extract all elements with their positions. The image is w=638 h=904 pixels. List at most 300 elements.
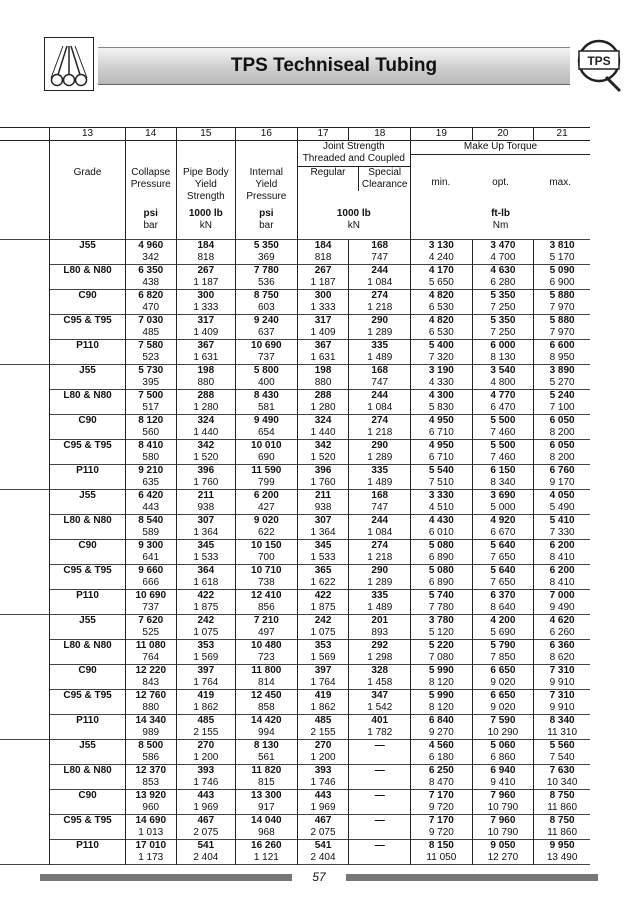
value-imperial: 292 — [371, 640, 389, 651]
value-imperial: 6 600 — [549, 340, 575, 351]
value-imperial: 10 150 — [251, 540, 282, 551]
value-metric: 880 — [142, 702, 160, 713]
value-metric: 10 290 — [487, 727, 519, 738]
table-row — [0, 465, 590, 478]
table-row — [0, 290, 590, 303]
value-imperial: 9 210 — [138, 465, 164, 476]
size-group-cell — [0, 615, 50, 640]
size-group-cell — [0, 765, 50, 790]
value-imperial: 6 250 — [428, 765, 454, 776]
value-metric: 9 910 — [549, 677, 575, 688]
size-group-cell — [0, 690, 50, 715]
value-imperial: 5 400 — [428, 340, 454, 351]
grade-cell: P110 — [76, 340, 99, 351]
value-imperial: 12 220 — [135, 665, 167, 676]
grade-cell: P110 — [76, 590, 99, 601]
value-imperial: 5 790 — [490, 640, 516, 651]
value-metric: 1 489 — [367, 602, 393, 613]
size-group-cell — [0, 740, 50, 765]
value-imperial: 10 710 — [251, 565, 282, 576]
grade-cell: L80 & N80 — [63, 640, 112, 651]
value-imperial: 9 050 — [490, 840, 516, 851]
column-number: 19 — [435, 128, 447, 139]
value-metric: 1 218 — [367, 552, 393, 563]
value-imperial: 211 — [314, 490, 332, 501]
value-metric: 2 404 — [193, 852, 219, 863]
table-row — [0, 415, 590, 428]
value-metric: 5 170 — [549, 252, 575, 263]
value-imperial: 5 880 — [549, 290, 575, 301]
value-imperial: 11 820 — [251, 765, 282, 776]
size-group-cell — [0, 465, 50, 490]
tubing-spec-table — [0, 127, 590, 865]
value-metric: 369 — [257, 252, 275, 263]
value-metric: 622 — [257, 527, 275, 538]
value-metric: 497 — [257, 627, 275, 638]
value-metric: 438 — [142, 277, 160, 288]
value-imperial: 8 430 — [253, 390, 279, 401]
value-imperial: 6 420 — [138, 490, 164, 501]
value-metric: 1 764 — [193, 677, 219, 688]
value-imperial: 4 200 — [490, 615, 516, 626]
column-number: 13 — [81, 128, 94, 139]
unit-19-21: ft-lb — [491, 208, 510, 219]
joint-strength-header: Threaded and Coupled — [302, 153, 405, 164]
value-imperial: 3 780 — [428, 615, 454, 626]
table-row — [0, 440, 590, 453]
value-metric: 581 — [257, 402, 275, 413]
value-imperial: 5 350 — [253, 240, 279, 251]
value-imperial: 5 410 — [549, 515, 575, 526]
value-imperial: 184 — [197, 240, 215, 251]
value-imperial: 345 — [314, 540, 332, 551]
size-group-cell — [0, 540, 50, 565]
value-metric: 7 330 — [549, 527, 575, 538]
document-title: TPS Techniseal Tubing — [98, 47, 570, 85]
value-metric: 11 310 — [547, 727, 578, 738]
pipe-body-header: Strength — [186, 191, 225, 202]
value-metric: 814 — [257, 677, 275, 688]
value-metric: 5 270 — [549, 377, 575, 388]
value-metric: 994 — [257, 727, 275, 738]
value-metric: 5 000 — [490, 502, 516, 513]
value-metric: 8 410 — [549, 577, 575, 588]
value-metric: 635 — [142, 477, 160, 488]
value-metric: 858 — [257, 702, 275, 713]
size-group-cell — [0, 265, 50, 290]
value-imperial: 211 — [197, 490, 214, 501]
value-imperial: 367 — [197, 340, 215, 351]
value-imperial: 364 — [197, 565, 215, 576]
value-imperial: 7 960 — [490, 815, 516, 826]
value-imperial: 12 370 — [135, 765, 167, 776]
value-imperial: 307 — [314, 515, 332, 526]
value-imperial: 422 — [197, 590, 215, 601]
value-imperial: 5 350 — [490, 315, 516, 326]
collapse-header: Collapse — [131, 167, 171, 178]
value-imperial: 168 — [371, 365, 389, 376]
value-imperial: 300 — [314, 290, 332, 301]
value-imperial: 13 920 — [135, 790, 167, 801]
value-metric: 7 100 — [549, 402, 575, 413]
value-imperial: 9 240 — [253, 315, 279, 326]
page-number: 57 — [312, 870, 326, 884]
value-imperial: 5 500 — [490, 415, 516, 426]
value-metric: 641 — [142, 552, 160, 563]
value-imperial: 335 — [371, 340, 389, 351]
value-imperial: 274 — [371, 290, 389, 301]
table-row — [0, 640, 590, 653]
value-imperial: 11 590 — [251, 465, 282, 476]
value-metric: 818 — [197, 252, 215, 263]
value-imperial: 267 — [314, 265, 332, 276]
value-metric: 856 — [257, 602, 275, 613]
value-imperial: 8 120 — [138, 415, 164, 426]
value-metric: 2 155 — [193, 727, 219, 738]
grade-cell: C90 — [78, 290, 97, 301]
value-imperial: — — [374, 790, 385, 801]
value-metric: 4 700 — [490, 252, 516, 263]
value-metric: 9 720 — [428, 827, 454, 838]
column-number-cell — [472, 128, 534, 141]
column-number: 16 — [260, 128, 272, 139]
value-metric: 968 — [257, 827, 275, 838]
value-imperial: 324 — [314, 415, 332, 426]
special-clearance-header: Special — [368, 167, 402, 178]
value-metric: 525 — [142, 627, 160, 638]
size-group-cell — [0, 515, 50, 540]
value-imperial: 4 620 — [549, 615, 575, 626]
value-imperial: 6 650 — [490, 690, 516, 701]
value-imperial: 353 — [314, 640, 332, 651]
value-metric: 586 — [142, 752, 160, 763]
value-metric: 1 489 — [367, 477, 393, 488]
size-group-cell — [0, 340, 50, 365]
value-imperial: 5 350 — [490, 290, 516, 301]
value-imperial: 4 950 — [428, 440, 454, 451]
footer-rule-left — [40, 874, 292, 881]
min-header: min. — [431, 177, 451, 188]
units-row — [0, 205, 590, 240]
value-metric: 666 — [142, 577, 160, 588]
size-group-cell — [0, 790, 50, 815]
grade-cell: J55 — [79, 240, 96, 251]
value-metric: 637 — [257, 327, 275, 338]
value-metric: 7 650 — [490, 552, 516, 563]
size-group-cell — [0, 665, 50, 690]
value-imperial: 14 040 — [251, 815, 282, 826]
value-imperial: 6 940 — [490, 765, 516, 776]
value-metric: 12 270 — [487, 852, 519, 863]
size-group-cell — [0, 365, 50, 390]
value-metric: 11 050 — [426, 852, 457, 863]
value-imperial: 8 750 — [549, 790, 575, 801]
value-imperial: 7 030 — [138, 315, 164, 326]
page-header — [44, 37, 622, 93]
value-metric: 1 542 — [367, 702, 393, 713]
value-metric: 8 200 — [549, 452, 575, 463]
value-metric: 1 862 — [310, 702, 336, 713]
value-imperial: 7 210 — [253, 615, 279, 626]
value-imperial: 7 630 — [549, 765, 575, 776]
value-imperial: 11 080 — [135, 640, 166, 651]
value-metric: 1 084 — [367, 527, 393, 538]
value-metric: 10 790 — [487, 827, 519, 838]
blank-cell — [0, 141, 50, 206]
value-metric: 6 710 — [428, 427, 454, 438]
value-imperial: 6 050 — [549, 415, 575, 426]
value-imperial: 5 560 — [549, 740, 575, 751]
value-imperial: 10 690 — [135, 590, 167, 601]
table-row — [0, 590, 590, 603]
value-imperial: 6 840 — [428, 715, 454, 726]
value-metric: 6 470 — [490, 402, 516, 413]
value-metric: 8 640 — [490, 602, 516, 613]
value-imperial: 7 170 — [428, 815, 454, 826]
value-metric: 1 218 — [367, 302, 393, 313]
value-imperial: 6 360 — [549, 640, 575, 651]
value-metric: 893 — [371, 627, 389, 638]
value-imperial: 5 080 — [428, 565, 454, 576]
value-metric: 1 187 — [310, 277, 336, 288]
grade-cell: C95 & T95 — [63, 690, 112, 701]
value-metric: 843 — [142, 677, 160, 688]
page-footer — [0, 870, 638, 886]
value-imperial: 467 — [314, 815, 332, 826]
value-metric: 8 410 — [549, 552, 575, 563]
value-imperial: 11 800 — [251, 665, 282, 676]
value-imperial: 4 430 — [428, 515, 454, 526]
column-number-cell — [125, 128, 176, 141]
value-metric: 815 — [257, 777, 275, 788]
value-imperial: 3 690 — [490, 490, 516, 501]
value-metric: 603 — [257, 302, 275, 313]
value-imperial: 6 370 — [490, 590, 516, 601]
value-imperial: 4 630 — [490, 265, 516, 276]
value-imperial: 328 — [371, 665, 389, 676]
value-metric: 1 969 — [193, 802, 219, 813]
value-metric: 1 364 — [193, 527, 219, 538]
value-metric: 960 — [142, 802, 160, 813]
value-metric: 853 — [142, 777, 160, 788]
value-metric: 6 530 — [428, 302, 454, 313]
value-imperial: 13 300 — [251, 790, 282, 801]
grade-cell: P110 — [76, 465, 99, 476]
value-metric: 747 — [371, 252, 389, 263]
value-imperial: 288 — [314, 390, 332, 401]
grade-cell: J55 — [79, 490, 96, 501]
value-imperial: 6 200 — [253, 490, 279, 501]
value-metric: 427 — [257, 502, 275, 513]
value-metric: 8 120 — [428, 702, 454, 713]
column-number: 15 — [200, 128, 212, 139]
value-metric: 1 782 — [367, 727, 393, 738]
table-row — [0, 340, 590, 353]
value-imperial: 290 — [371, 440, 389, 451]
value-metric: 1 084 — [367, 277, 393, 288]
column-number: 21 — [556, 128, 568, 139]
value-metric: 989 — [142, 727, 160, 738]
value-imperial: 274 — [371, 540, 389, 551]
column-number-cell — [176, 128, 235, 141]
value-metric: 7 460 — [490, 427, 516, 438]
value-imperial: 443 — [314, 790, 332, 801]
value-metric: 7 850 — [490, 652, 516, 663]
value-metric: 5 120 — [428, 627, 454, 638]
value-imperial: 307 — [197, 515, 215, 526]
value-imperial: 6 000 — [490, 340, 516, 351]
max-header: max. — [549, 177, 571, 188]
value-imperial: 198 — [314, 365, 332, 376]
value-metric: 1 520 — [193, 452, 219, 463]
value-metric: 7 780 — [428, 602, 454, 613]
value-imperial: 6 650 — [490, 665, 516, 676]
value-metric: 5 830 — [428, 402, 454, 413]
table-row — [0, 615, 590, 628]
size-group-cell — [0, 640, 50, 665]
value-metric: 1 409 — [310, 327, 336, 338]
value-imperial: 288 — [197, 390, 215, 401]
value-imperial: 5 220 — [428, 640, 454, 651]
value-metric: 723 — [257, 652, 275, 663]
value-imperial: 443 — [197, 790, 215, 801]
grade-cell: C90 — [78, 665, 97, 676]
value-imperial: 7 580 — [138, 340, 164, 351]
internal-yield-header: Yield — [255, 179, 278, 190]
value-metric: 6 890 — [428, 552, 454, 563]
value-imperial: 14 340 — [135, 715, 167, 726]
value-metric: 6 260 — [549, 627, 575, 638]
value-metric: 938 — [314, 502, 332, 513]
value-metric: 1 173 — [138, 852, 164, 863]
value-metric: 6 900 — [549, 277, 575, 288]
value-metric: 690 — [257, 452, 275, 463]
value-metric: 7 460 — [490, 452, 516, 463]
regular-header: Regular — [310, 167, 346, 178]
value-metric: 5 690 — [490, 627, 516, 638]
value-imperial: 8 130 — [253, 740, 279, 751]
value-imperial: 4 820 — [428, 315, 454, 326]
table-row — [0, 690, 590, 703]
pipe-body-header: Pipe Body — [183, 167, 229, 178]
size-group-cell — [0, 715, 50, 740]
value-imperial: 7 780 — [253, 265, 279, 276]
value-metric: 9 490 — [549, 602, 575, 613]
value-metric: 1 631 — [310, 352, 336, 363]
value-metric: 1 364 — [310, 527, 336, 538]
value-imperial: 9 020 — [253, 515, 279, 526]
value-metric: 1 280 — [193, 402, 219, 413]
value-imperial: 5 800 — [253, 365, 279, 376]
value-imperial: 342 — [314, 440, 332, 451]
value-imperial: 7 310 — [549, 665, 575, 676]
table-row — [0, 840, 590, 853]
value-metric: 6 530 — [428, 327, 454, 338]
value-imperial: 397 — [314, 665, 332, 676]
value-imperial: 5 880 — [549, 315, 575, 326]
value-metric: 485 — [142, 327, 160, 338]
value-imperial: 396 — [197, 465, 215, 476]
value-metric: 1 489 — [367, 352, 393, 363]
column-number: 18 — [374, 128, 386, 139]
value-imperial: 5 090 — [549, 265, 575, 276]
value-metric: 6 280 — [490, 277, 516, 288]
value-metric: 443 — [142, 502, 160, 513]
table-row — [0, 765, 590, 778]
value-metric: 7 650 — [490, 577, 516, 588]
table-bottom-rule — [0, 865, 590, 866]
value-metric: 13 490 — [546, 852, 578, 863]
value-imperial: 168 — [371, 490, 389, 501]
value-metric: 880 — [314, 377, 332, 388]
value-imperial: 4 820 — [428, 290, 454, 301]
value-imperial: 270 — [197, 740, 215, 751]
value-metric: 1 746 — [310, 777, 336, 788]
value-imperial: 5 540 — [428, 465, 454, 476]
value-metric: 4 800 — [490, 377, 516, 388]
value-imperial: 3 470 — [490, 240, 516, 251]
value-imperial: 353 — [197, 640, 215, 651]
value-metric: 9 020 — [490, 702, 516, 713]
column-number-cell — [411, 128, 473, 141]
column-number-cell — [534, 128, 590, 141]
value-imperial: 242 — [197, 615, 215, 626]
unit-15: kN — [199, 220, 212, 231]
value-metric: 11 860 — [547, 827, 578, 838]
value-imperial: 6 200 — [549, 540, 575, 551]
value-metric: 589 — [142, 527, 160, 538]
table-row — [0, 715, 590, 728]
value-imperial: 8 150 — [428, 840, 454, 851]
value-imperial: 10 480 — [251, 640, 282, 651]
unit-19-21: Nm — [492, 220, 509, 231]
value-imperial: 3 890 — [549, 365, 575, 376]
value-metric: 7 970 — [549, 302, 575, 313]
value-imperial: 393 — [314, 765, 332, 776]
unit-14: bar — [143, 220, 158, 231]
value-metric: 1 200 — [310, 752, 336, 763]
value-metric: 7 540 — [549, 752, 575, 763]
value-metric: 7 320 — [428, 352, 454, 363]
value-metric: 6 010 — [428, 527, 454, 538]
value-metric: 1 013 — [138, 827, 164, 838]
value-metric: 342 — [142, 252, 160, 263]
value-imperial: 267 — [197, 265, 215, 276]
value-imperial: 5 730 — [138, 365, 164, 376]
value-metric: 1 200 — [193, 752, 219, 763]
collapse-header: Pressure — [130, 179, 171, 190]
grade-cell: C95 & T95 — [63, 565, 112, 576]
value-imperial: 6 200 — [549, 565, 575, 576]
value-imperial: 8 410 — [138, 440, 164, 451]
column-number-cell — [297, 128, 349, 141]
grade-header: Grade — [73, 167, 102, 178]
tps-logo-icon — [576, 37, 622, 93]
value-metric: 1 969 — [310, 802, 336, 813]
value-imperial: 345 — [197, 540, 215, 551]
value-metric: 1 520 — [310, 452, 336, 463]
value-metric: 737 — [142, 602, 160, 613]
table-row — [0, 390, 590, 403]
unit-16: psi — [259, 208, 274, 219]
value-imperial: 244 — [371, 515, 389, 526]
value-imperial: 9 300 — [138, 540, 164, 551]
value-metric: 9 720 — [428, 802, 454, 813]
pipe-body-header: Yield — [194, 179, 217, 190]
value-metric: 1 622 — [310, 577, 336, 588]
value-metric: 4 330 — [428, 377, 454, 388]
value-imperial: 5 990 — [428, 665, 454, 676]
